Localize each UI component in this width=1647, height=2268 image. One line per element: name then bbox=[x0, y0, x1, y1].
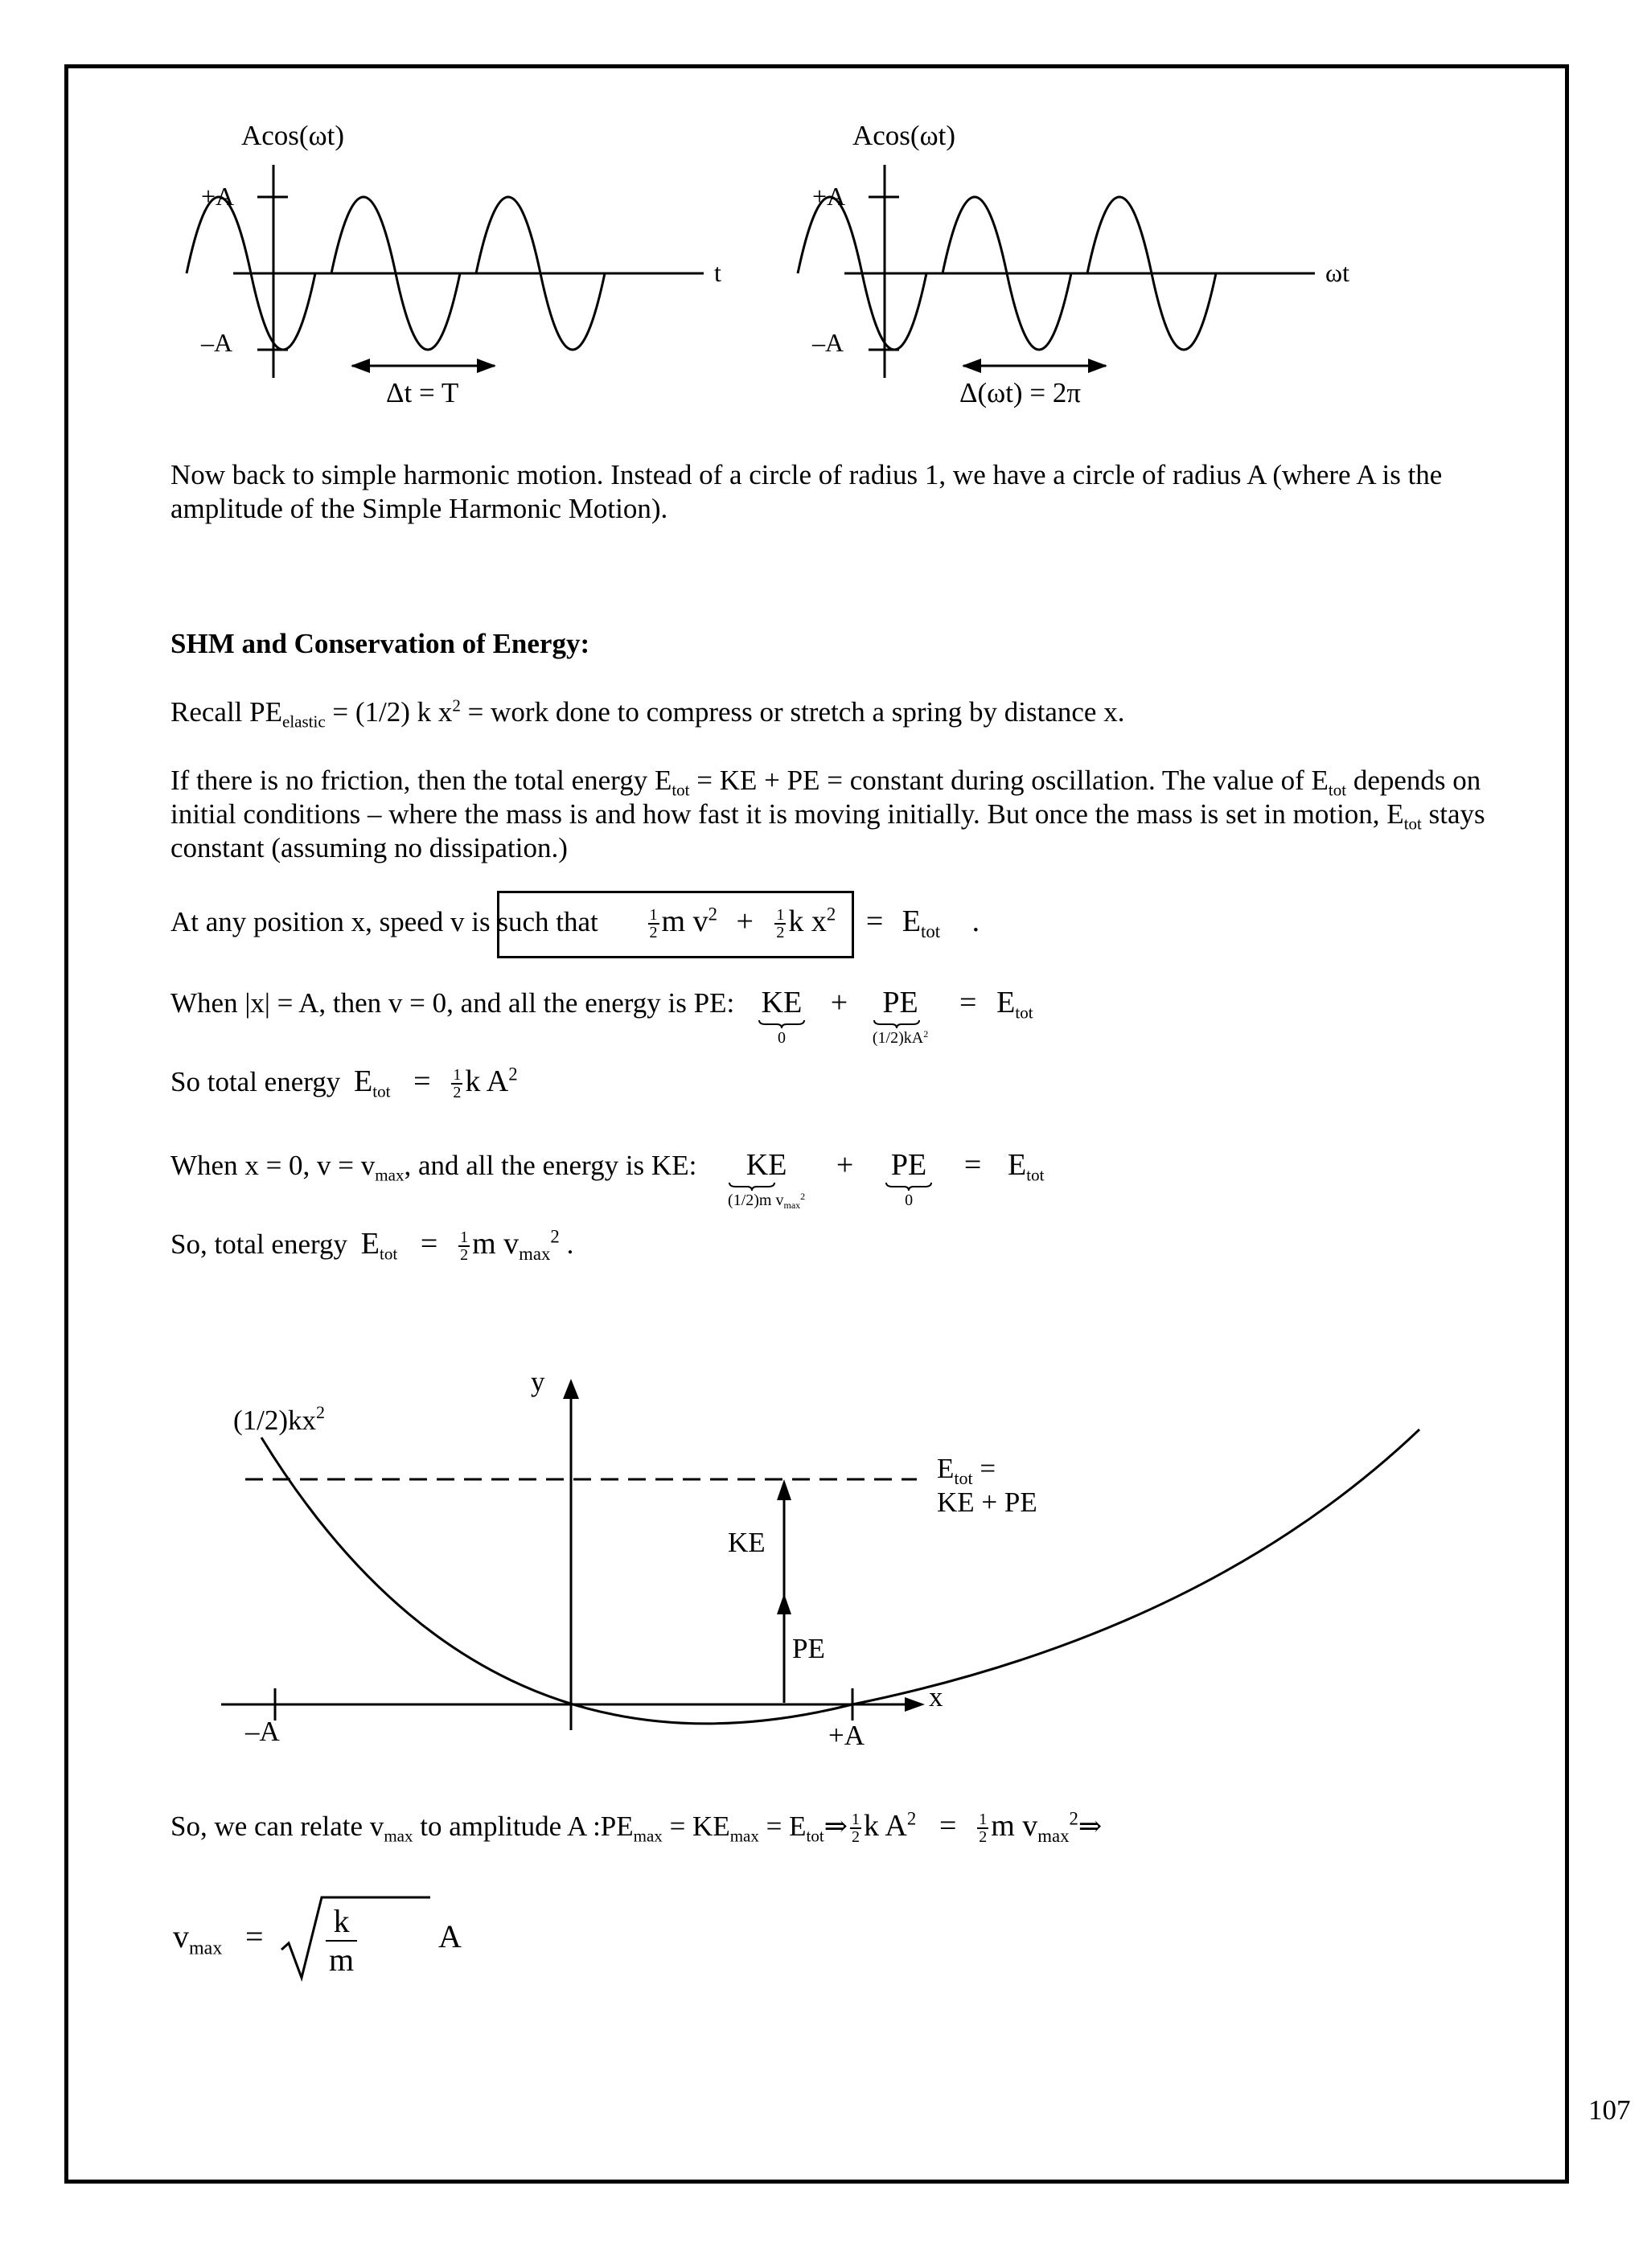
graph-parabola bbox=[261, 1429, 1419, 1724]
energy-parabola-graph bbox=[209, 1359, 1464, 1777]
graph-ke-label: KE bbox=[728, 1527, 766, 1558]
graph-etot-label: $E_{tot}$ = bbox=[937, 1453, 996, 1488]
graph-ke-arrowhead bbox=[777, 1479, 791, 1500]
fig1-title: Acos(ωt) bbox=[241, 120, 345, 151]
fig2-period-label: Δ(ωt) = 2π bbox=[959, 377, 1081, 408]
relate-vmax-line: So, we can relate $v_{max}$ to amplitude A $:PE_{max} = KE_{max}$ = $E_{tot}\Rightarrow$ $\frac{1}{2}$ k $A^2$ = $\frac{1}{2}$ m $v_{max}^2\Rightarrow$ bbox=[170, 1808, 1103, 1847]
fig1-arrowhead-right bbox=[477, 359, 496, 373]
fig2-title: Acos(ωt) bbox=[852, 120, 956, 151]
total-energy-vmax-line: So, total energy $E_{tot}$ = $\frac{1}{2}$ m $v_{max}^2$ . bbox=[170, 1226, 574, 1265]
graph-plus-a-label: +A bbox=[828, 1720, 865, 1751]
ke-max-underbrace: KE (1/2)m $v_{max}^2$ bbox=[728, 1148, 806, 1212]
fig1-arrowhead-left bbox=[351, 359, 370, 373]
graph-pe-label: PE bbox=[792, 1633, 825, 1664]
fig1-minus-a: –A bbox=[201, 328, 233, 357]
pe-zero-underbrace: PE 0 bbox=[885, 1148, 933, 1209]
fig1-axis-label: t bbox=[714, 258, 721, 287]
sqrt-sign bbox=[277, 1893, 511, 1990]
fig2-arrowhead-left bbox=[962, 359, 981, 373]
fig2-axis-label: ωt bbox=[1325, 258, 1349, 287]
fig2-plus-a: +A bbox=[812, 182, 846, 211]
pe-underbrace: PE $(1/2)kA^2$ bbox=[872, 986, 929, 1047]
fig1-period-label: Δt = T bbox=[386, 377, 459, 408]
section-heading: SHM and Conservation of Energy: bbox=[170, 628, 590, 659]
graph-etot-label-line2: KE + PE bbox=[937, 1487, 1037, 1518]
graph-y-arrowhead bbox=[563, 1379, 579, 1399]
ke-underbrace: KE 0 bbox=[758, 986, 806, 1047]
graph-minus-a-label: –A bbox=[245, 1716, 280, 1747]
when-x-zero-line: When x = 0, $v = v_{max}$, and all the energy is KE: KE (1/2)m $v_{max}^2$ + PE 0 = $E_{tot}$ bbox=[170, 1148, 1045, 1212]
graph-y-label: y bbox=[531, 1366, 545, 1397]
friction-paragraph: If there is no friction, then the total energy $E_{tot}$ = KE + PE = constant during oscillation. The value of $E_{tot}$ depends on initial conditions – where the mass is and how fast it is moving initially. But once the mass is set in motion, $E_{tot}$ stays constant (assuming no dissipation.) bbox=[170, 765, 1485, 863]
fig2-minus-a: –A bbox=[812, 328, 844, 357]
any-position-line: At any position x, speed v is such that $\frac{1}{2}$ m $v^2$ + $\frac{1}{2}$ k $x^2 = E_{tot}$ . bbox=[170, 904, 980, 942]
cosine-plot-time bbox=[177, 113, 756, 418]
total-energy-ka-line: So total energy $E_{tot}$ = $\frac{1}{2}$ k $A^2$ bbox=[170, 1064, 518, 1102]
page-number: 107 bbox=[1588, 2094, 1631, 2126]
cosine-plot-phase bbox=[788, 113, 1383, 418]
fig1-plus-a: +A bbox=[201, 182, 235, 211]
para-circle-radius: Now back to simple harmonic motion. Instead of a circle of radius 1, we have a circle of radius A (where A is the amplitude of the Simple Harmonic Motion). bbox=[170, 459, 1443, 524]
graph-x-arrowhead bbox=[905, 1697, 925, 1712]
fig2-arrowhead-right bbox=[1088, 359, 1107, 373]
graph-curve-label: $(1/2)kx^2$ bbox=[233, 1402, 326, 1436]
graph-x-label: x bbox=[929, 1681, 943, 1712]
recall-pe-line: Recall $PE_{elastic} = (1/2)$ k $x^2$ = work done to compress or stretch a spring by distance x. bbox=[170, 695, 1125, 732]
when-x-equals-a-line: When |x| = A, then v = 0, and all the energy is PE: KE 0 + PE $(1/2)kA^2$ = $E_{tot}$ bbox=[170, 986, 1033, 1047]
